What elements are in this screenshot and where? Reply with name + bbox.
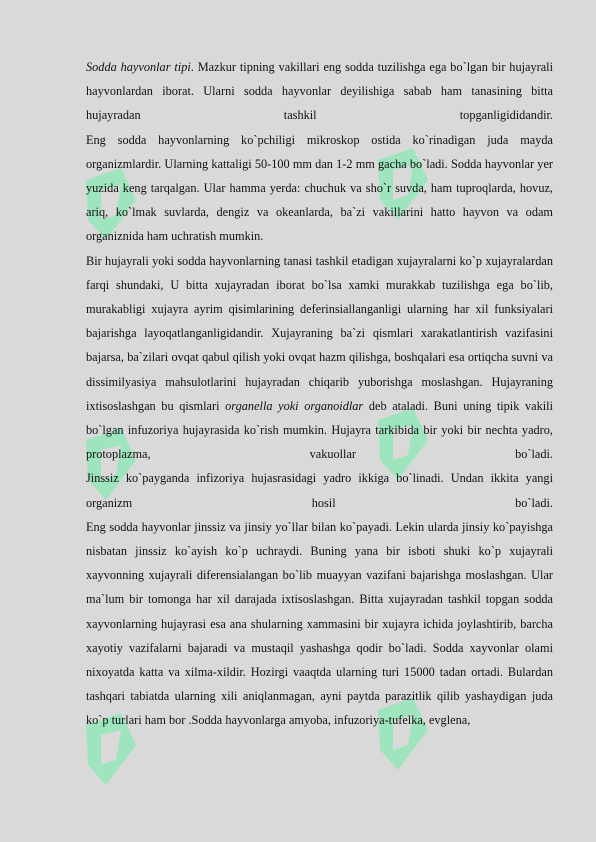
document-body (86, 55, 553, 733)
paragraph-1 (86, 55, 553, 128)
paragraph-2-text: Eng sodda hayvonlarning ko`pchiligi mikroskop ostida ko`rinadigan juda mayda organizmlardir. Ularning kattaligi 50-100 mm dan 1-2 mm gacha bo`ladi. Sodda hayvonlar yer yuzida keng tarqalgan. Ular hamma yerda: chuchuk va sho`r suvda, ham tuproqlarda, hovuz, ariq, ko`lmak suvlarda, dengiz va okeanlarda, ba`zi vakillarini hatto hayvon va odam organiznida ham uchratish mumkin. (86, 132, 553, 244)
paragraph-1-italic: Sodda hayvonlar tipi (86, 60, 191, 74)
paragraph-4-text: Jinssiz ko`payganda infizoriya hujasrasidagi yadro ikkiga bo`linadi. Undan ikkita yangi organizm hosil bo`ladi. (86, 471, 553, 510)
paragraph-2 (86, 128, 553, 249)
paragraph-3-text-a: Bir hujayrali yoki sodda hayvonlarning tanasi tashkil etadigan xujayralarni ko`p xujayralardan farqi shundaki, U bitta xujayradan iborat bo`lsa xamki murakkab tuzilishga ega bo`lib, murakabligi xujayra ayrim qisimlarining deferinsiallanganligi ularning har xil funksiyalari bajarishga layoqatlanganligidandir. Xujayraning ba`zi qismlari xarakatlantirish vazifasini bajarsa, ba`zilari ovqat qabul qilish yoki ovqat hazm qilishga, boshqalari esa ortiqcha suvni va dissimilyasiya mahsulotlarini hujayradan chiqarib yuborishga moslashgan. Hujayraning ixtisoslashgan bu qismlari (86, 253, 553, 413)
paragraph-5-text: Eng sodda hayvonlar jinssiz va jinsiy yo`llar bilan ko`payadi. Lekin ularda jinsiy ko`payishga nisbatan jinssiz ko`ayish ko`p uchraydi. Buning yana bir isboti shuki ko`p xujayrali xayvonning xujayrali diferensialangan bo`lib muayyan vazifani bajarishga moslashgan. Ular ma`lum bir tomonga har xil darajada ixtisoslashgan. Bitta xujayradan tashkil topgan sodda xayvonlarning hujayrasi esa ana shularning xammasini bir xujayra ichida joylashtirib, barcha xayotiy vazifalarni bajaradi va mustaqil yashashga qodir bo`ladi. Sodda xayvonlar olami nixoyatda katta va xilma-xildir. Hozirgi vaaqtda ularning turi 15000 tadan ortadi. Bulardan tashqari tabiatda ularning xili aniqlanmagan, ayni paytda parazitlik qilib yashaydigan juda ko`p turlari ham bor .Sodda hayvonlarga amyoba, infuzoriya-tufelka, evglena, (86, 519, 553, 728)
paragraph-3 (86, 249, 553, 467)
paragraph-4 (86, 466, 553, 514)
paragraph-3-text-b: deb ataladi. Buni uning tipik vakili bo`lgan infuzoriya hujayrasida ko`rish mumkin. Hujayra tarkibida bir yoki bir nechta yadro, protoplazma, vakuollar bo`ladi. (86, 398, 553, 462)
paragraph-1-text: . Mazkur tipning vakillari eng sodda tuzilishga ega bo`lgan bir hujayrali hayvonlardan iborat. Ularni sodda hayvonlar deyilishiga sabab ham tanasining bitta hujayradan tashkil topganligididandir. (86, 60, 554, 123)
paragraph-3-italic: organella yoki organoidlar (225, 398, 364, 413)
paragraph-5 (86, 515, 553, 733)
